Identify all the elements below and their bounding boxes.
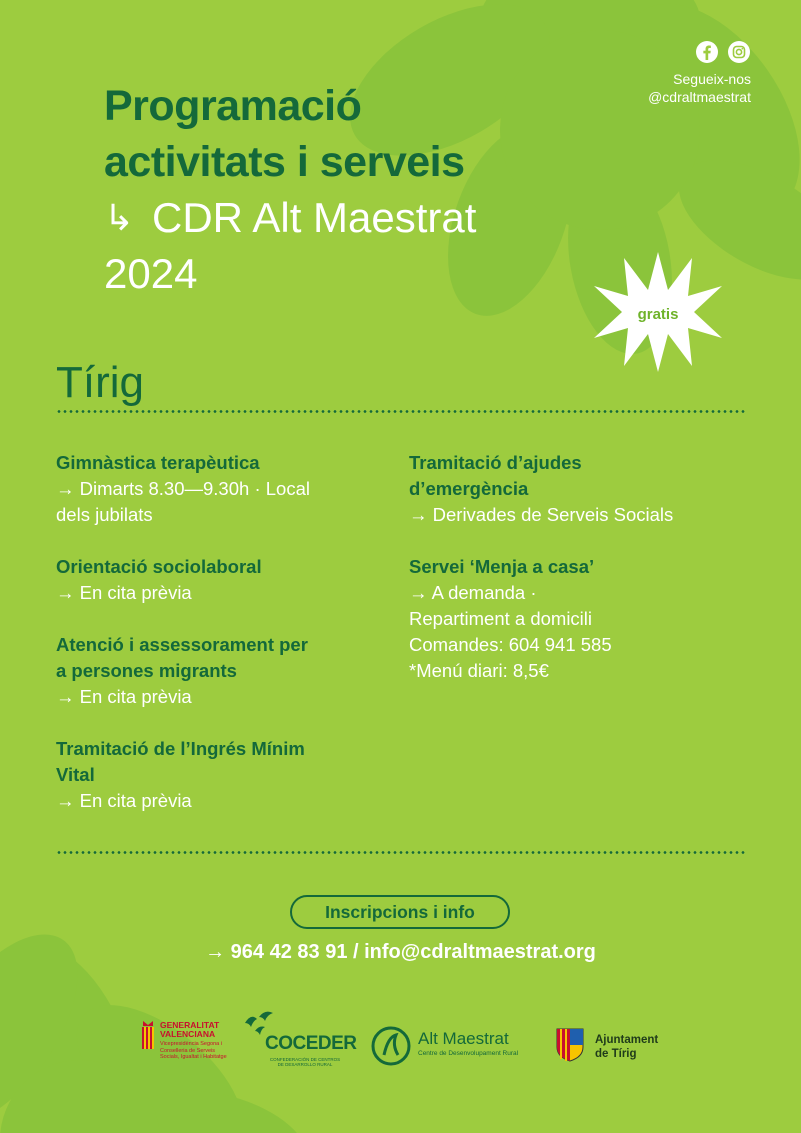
sponsor-logos: [0, 1005, 801, 1085]
activities-right-column: [409, 450, 749, 710]
activity-item: [56, 736, 396, 814]
contact-line[interactable]: → 964 42 83 91 / info@cdraltmaestrat.org: [205, 941, 596, 963]
activity-detail: → A demanda ·: [409, 582, 537, 603]
activity-detail: → Dimarts 8.30—9.30h · Local: [56, 478, 310, 499]
activity-title: Atenció i assessorament per: [56, 634, 308, 655]
registration-info-pill: Inscripcions i info: [290, 895, 510, 929]
activity-item: [56, 554, 396, 606]
alt-maestrat-logo: [370, 1025, 530, 1069]
activity-detail: → Derivades de Serveis Socials: [409, 504, 674, 525]
ajuntament-tirig-logo: [555, 1027, 675, 1071]
activity-title: Orientació sociolaboral: [56, 556, 262, 577]
title-line-4: 2024: [104, 250, 198, 297]
activity-title: a persones migrants: [56, 660, 237, 681]
facebook-icon[interactable]: [695, 40, 719, 64]
tirig-name: Ajuntament de Tírig: [595, 1034, 659, 1060]
generalitat-valenciana-logo: [140, 1019, 230, 1075]
page-title: [104, 78, 476, 302]
title-line-3: [104, 190, 476, 246]
activity-detail: → En cita prèvia: [56, 686, 192, 707]
activity-item: [409, 450, 749, 528]
activity-detail: *Menú diari: 8,5€: [409, 660, 549, 681]
dotted-divider-top: [56, 410, 746, 413]
alt-maestrat-subtitle: Centre de Desenvolupament Rural: [418, 1050, 519, 1057]
activity-title: d’emergència: [409, 478, 529, 499]
activity-item: [56, 450, 396, 528]
social-block: [648, 40, 751, 106]
gv-subtitle: Vicepresidència Segona i Conselleria de Serveis Socials, Igualtat i Habitatge: [160, 1041, 227, 1060]
activity-detail: Repartiment a domicili: [409, 608, 593, 629]
social-label: Segueix-nos: [673, 71, 751, 87]
alt-maestrat-emblem-icon: [370, 1025, 412, 1067]
activity-title: Tramitació de l’Ingrés Mínim: [56, 738, 305, 759]
social-handle[interactable]: @cdraltmaestrat: [648, 89, 751, 105]
activity-detail: → En cita prèvia: [56, 582, 192, 603]
free-badge: [592, 250, 722, 372]
town-heading: Tírig: [56, 358, 144, 407]
coceder-subtitle: CONFEDERACIÓN DE CENTROS DE DESARROLLO RURAL: [269, 1057, 341, 1067]
activity-detail: → En cita prèvia: [56, 790, 192, 811]
coceder-logo: [243, 1009, 357, 1075]
activity-title: Vital: [56, 764, 95, 785]
activity-detail: dels jubilats: [56, 504, 153, 525]
title-line-1: Programació: [104, 82, 362, 130]
title-line-3-text: CDR Alt Maestrat: [152, 194, 477, 241]
tirig-shield-icon: [555, 1027, 585, 1063]
gv-crest-icon: [140, 1019, 156, 1059]
activity-detail: Comandes: 604 941 585: [409, 634, 612, 655]
activity-title: Servei ‘Menja a casa’: [409, 556, 595, 577]
activity-title: Tramitació d’ajudes: [409, 452, 582, 473]
activities-left-column: [56, 450, 396, 840]
activity-title: Gimnàstica terapèutica: [56, 452, 260, 473]
return-arrow-icon: ↳: [104, 197, 135, 238]
gv-name: GENERALITAT VALENCIANA: [160, 1020, 220, 1039]
activity-item: [56, 632, 396, 710]
activity-item: [409, 554, 749, 684]
instagram-icon[interactable]: [727, 40, 751, 64]
dotted-divider-bottom: [56, 851, 746, 854]
coceder-name: COCEDER: [265, 1033, 357, 1054]
social-icons: [648, 40, 751, 64]
alt-maestrat-name: Alt Maestrat: [418, 1029, 509, 1048]
title-line-2: activitats i serveis: [104, 138, 465, 186]
badge-label: gratis: [637, 306, 679, 323]
